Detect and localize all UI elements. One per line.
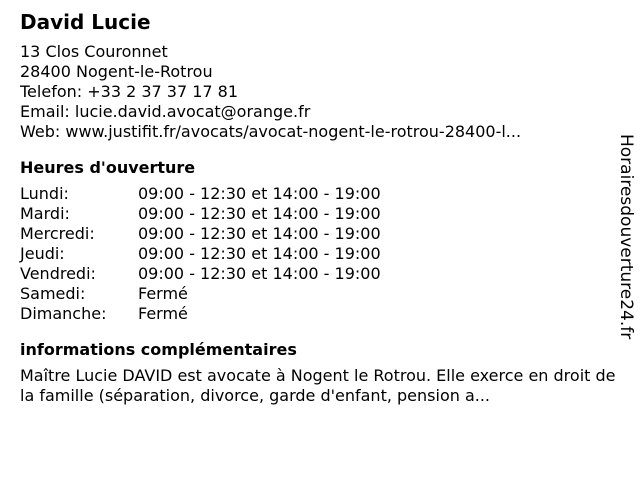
opening-hours-heading: Heures d'ouverture xyxy=(20,158,196,177)
hours-day: Vendredi: xyxy=(20,264,96,283)
hours-row-saturday xyxy=(20,284,620,304)
hours-time: Fermé xyxy=(138,304,188,323)
hours-day: Samedi: xyxy=(20,284,86,303)
hours-row-sunday xyxy=(20,304,620,324)
email-line: Email: lucie.david.avocat@orange.fr xyxy=(20,102,311,121)
hours-time: 09:00 - 12:30 et 14:00 - 19:00 xyxy=(138,264,381,283)
business-name: David Lucie xyxy=(20,10,151,34)
hours-day: Jeudi: xyxy=(20,244,65,263)
opening-hours-list xyxy=(20,184,620,324)
hours-time: Fermé xyxy=(138,284,188,303)
hours-row-thursday xyxy=(20,244,620,264)
hours-row-monday xyxy=(20,184,620,204)
hours-row-tuesday xyxy=(20,204,620,224)
hours-time: 09:00 - 12:30 et 14:00 - 19:00 xyxy=(138,184,381,203)
hours-row-wednesday xyxy=(20,224,620,244)
additional-info-text: Maître Lucie DAVID est avocate à Nogent le Rotrou. Elle exerce en droit de la famille (séparation, divorce, garde d'enfant, pension a... xyxy=(20,366,616,405)
hours-time: 09:00 - 12:30 et 14:00 - 19:00 xyxy=(138,244,381,263)
brand-side-text: Horairesdouverture24.fr xyxy=(616,134,636,340)
address-line-2: 28400 Nogent-le-Rotrou xyxy=(20,62,213,81)
hours-time: 09:00 - 12:30 et 14:00 - 19:00 xyxy=(138,224,381,243)
hours-day: Mercredi: xyxy=(20,224,95,243)
additional-info-heading: informations complémentaires xyxy=(20,340,297,359)
hours-day: Dimanche: xyxy=(20,304,107,323)
phone-line: Telefon: +33 2 37 37 17 81 xyxy=(20,82,239,101)
web-line: Web: www.justifit.fr/avocats/avocat-nogent-le-rotrou-28400-l... xyxy=(20,122,522,141)
hours-day: Mardi: xyxy=(20,204,70,223)
hours-time: 09:00 - 12:30 et 14:00 - 19:00 xyxy=(138,204,381,223)
business-details xyxy=(20,8,620,406)
hours-day: Lundi: xyxy=(20,184,69,203)
hours-row-friday xyxy=(20,264,620,284)
address-line-1: 13 Clos Couronnet xyxy=(20,42,168,61)
